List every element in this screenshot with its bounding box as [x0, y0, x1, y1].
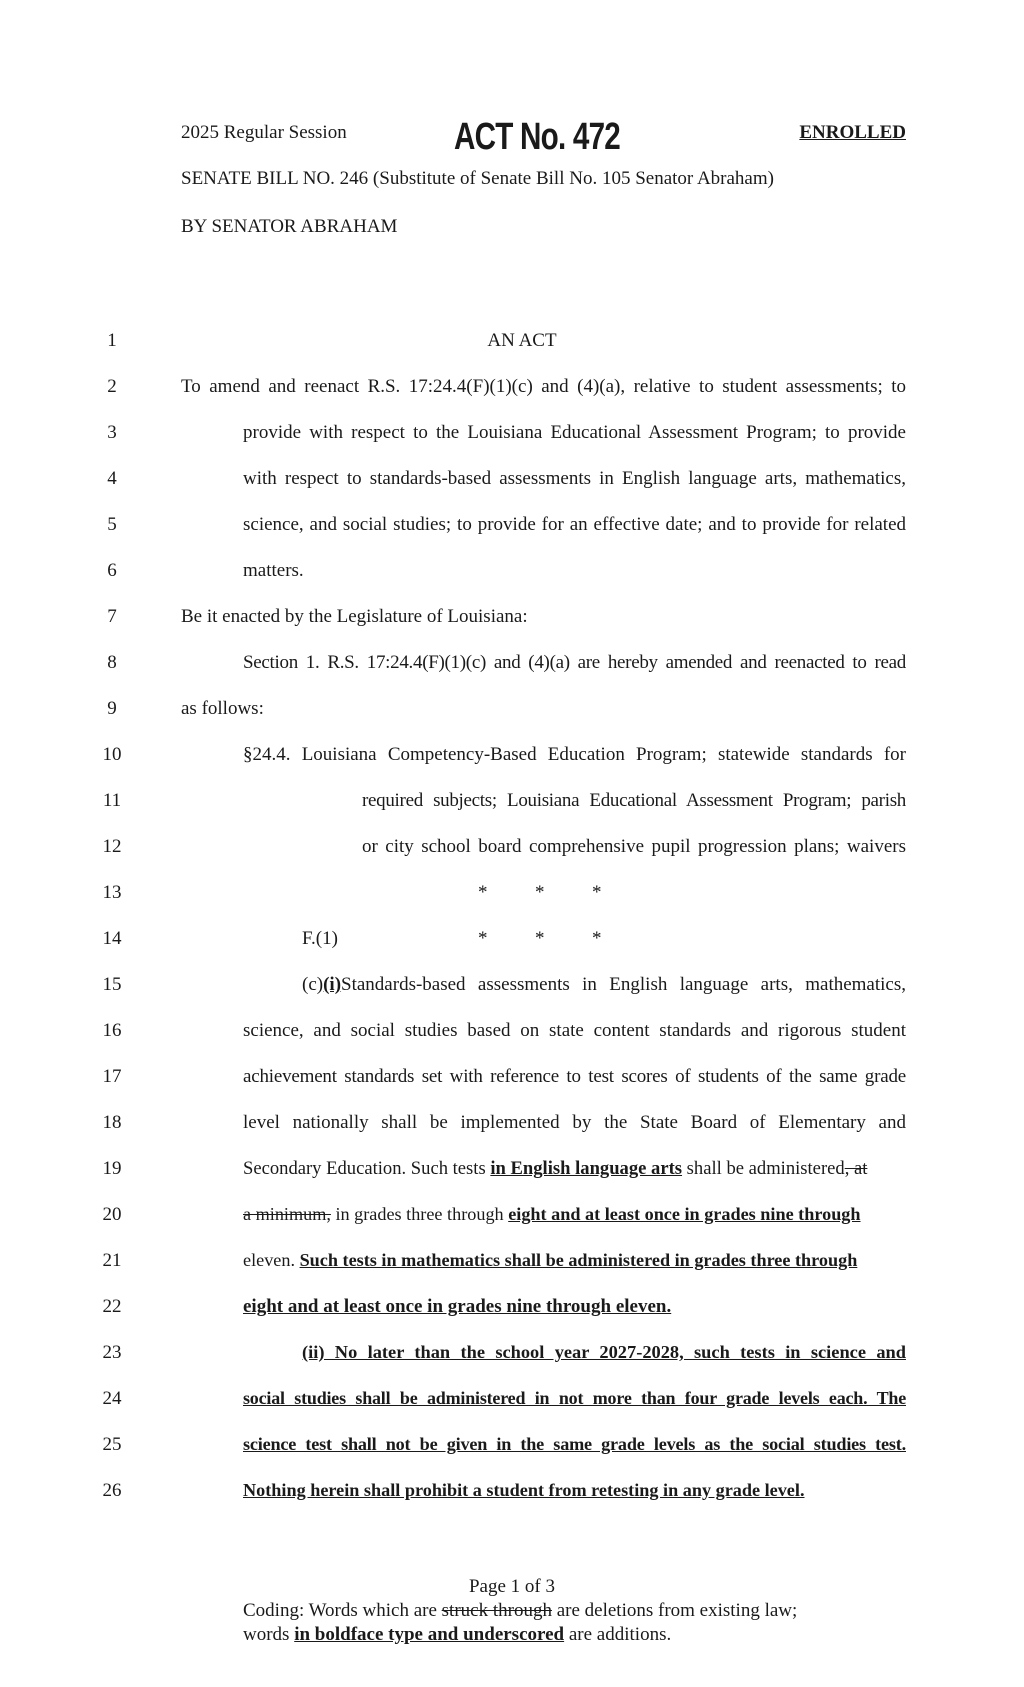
line-number: 2: [107, 376, 117, 397]
inserted-text: science test shall not be given in the same grade levels as the social studies test.: [243, 1434, 906, 1454]
line-15: [0, 974, 1024, 1004]
line-text-part: in grades three through: [330, 1204, 509, 1224]
bill-author: BY SENATOR ABRAHAM: [181, 216, 398, 237]
line-10: [0, 744, 1024, 774]
deleted-text: a minimum,: [243, 1204, 331, 1224]
line-number: 24: [102, 1388, 122, 1409]
line-text: To amend and reenact R.S. 17:24.4(F)(1)(c) and (4)(a), relative to student assessments; to: [181, 376, 906, 397]
inserted-text: social studies shall be administered in not more than four grade levels each. The: [243, 1388, 906, 1408]
coding-text: Coding: Words which are: [243, 1600, 442, 1621]
line-text-part: Secondary Education. Such tests: [243, 1158, 491, 1179]
line-2: [0, 376, 1024, 406]
line-number: 22: [102, 1296, 122, 1317]
line-text: [243, 1158, 906, 1180]
line-number: 11: [102, 790, 122, 811]
line-14: [0, 928, 1024, 958]
inserted-text: (i): [323, 974, 342, 995]
bill-number: SENATE BILL NO. 246 (Substitute of Senate Bill No. 105 Senator Abraham): [181, 168, 774, 189]
coding-struck-example: struck through: [441, 1600, 552, 1621]
enrolled-status: ENROLLED: [799, 122, 906, 143]
line-text-part: eleven.: [243, 1250, 300, 1270]
line-number: 14: [102, 928, 122, 949]
line-4: [0, 468, 1024, 498]
line-7: [0, 606, 1024, 636]
line-1: [0, 330, 1024, 360]
line-number: 10: [102, 744, 122, 765]
coding-legend-line-2: [243, 1624, 671, 1646]
line-8: [0, 652, 1024, 682]
inserted-text: eight and at least once in grades nine through eleven.: [243, 1296, 672, 1317]
line-number: 25: [102, 1434, 122, 1455]
line-number: 21: [102, 1250, 122, 1271]
line-25: [0, 1434, 1024, 1464]
line-number: 26: [102, 1480, 122, 1501]
section-heading: §24.4. Louisiana Competency-Based Education Program; statewide standards for: [243, 744, 906, 765]
coding-text: are deletions from existing law;: [551, 1600, 798, 1621]
line-20: [0, 1204, 1024, 1234]
deleted-text: , at: [844, 1158, 868, 1179]
coding-text: are additions.: [564, 1624, 672, 1645]
line-3: [0, 422, 1024, 452]
inserted-text: in English language arts: [490, 1158, 683, 1179]
inserted-text: Such tests in mathematics shall be administered in grades three through: [299, 1250, 858, 1270]
inserted-text: Nothing herein shall prohibit a student from retesting in any grade level.: [243, 1480, 805, 1500]
line-number: 19: [102, 1158, 122, 1179]
line-21: [0, 1250, 1024, 1280]
line-text: Be it enacted by the Legislature of Louisiana:: [181, 606, 528, 627]
section-heading: or city school board comprehensive pupil progression plans; waivers: [362, 836, 906, 857]
line-number: 15: [102, 974, 122, 995]
line-6: [0, 560, 1024, 590]
line-number: 7: [107, 606, 117, 627]
line-text: [302, 974, 906, 996]
line-5: [0, 514, 1024, 544]
line-number: 16: [102, 1020, 122, 1041]
line-number: 18: [102, 1112, 122, 1133]
line-text: science, and social studies; to provide for an effective date; and to provide for related: [243, 514, 906, 535]
page-number: Page 1 of 3: [468, 1576, 555, 1597]
clause-label: (c): [302, 974, 324, 995]
line-18: [0, 1112, 1024, 1142]
line-text: provide with respect to the Louisiana Educational Assessment Program; to provide: [243, 422, 906, 443]
line-text: [243, 1204, 906, 1225]
line-number: 4: [107, 468, 117, 489]
line-text: Section 1. R.S. 17:24.4(F)(1)(c) and (4)(a) are hereby amended and reenacted to read: [243, 652, 906, 673]
line-11: [0, 790, 1024, 820]
line-number: 8: [107, 652, 117, 673]
inserted-text: (ii) No later than the school year 2027-2028, such tests in science and: [302, 1342, 906, 1362]
line-text: [243, 1250, 906, 1271]
inserted-text: eight and at least once in grades nine through: [508, 1204, 861, 1224]
line-number: 6: [107, 560, 117, 581]
section-heading: required subjects; Louisiana Educational Assessment Program; parish: [362, 790, 906, 811]
line-text: matters.: [243, 560, 304, 581]
line-number: 17: [102, 1066, 122, 1087]
subsection-label: F.(1): [302, 928, 338, 949]
line-number: 13: [102, 882, 122, 903]
line-19: [0, 1158, 1024, 1188]
line-text: with respect to standards-based assessments in English language arts, mathematics,: [243, 468, 906, 489]
line-12: [0, 836, 1024, 866]
line-number: 1: [107, 330, 117, 351]
line-text: level nationally shall be implemented by the State Board of Elementary and: [243, 1112, 906, 1133]
line-text-rest: Standards-based assessments in English language arts, mathematics,: [341, 974, 906, 995]
coding-legend-line-1: [243, 1600, 797, 1622]
act-title: AN ACT: [487, 330, 557, 351]
line-number: 3: [107, 422, 117, 443]
line-text: science, and social studies based on state content standards and rigorous student: [243, 1020, 906, 1041]
line-text: achievement standards set with reference to test scores of students of the same grade: [243, 1066, 906, 1087]
coding-bold-example: in boldface type and underscored: [294, 1624, 565, 1645]
omission-stars: * * *: [478, 928, 602, 949]
line-22: [0, 1296, 1024, 1326]
line-text-part: shall be administered: [682, 1158, 845, 1179]
line-17: [0, 1066, 1024, 1096]
line-text: as follows:: [181, 698, 264, 719]
line-16: [0, 1020, 1024, 1050]
line-number: 5: [107, 514, 117, 535]
session-label: 2025 Regular Session: [181, 122, 347, 143]
line-24: [0, 1388, 1024, 1418]
act-number: ACT No. 472: [454, 116, 621, 158]
coding-text: words: [243, 1624, 295, 1645]
line-number: 9: [107, 698, 117, 719]
line-13: [0, 882, 1024, 912]
line-number: 20: [102, 1204, 122, 1225]
omission-stars: * * *: [478, 882, 602, 903]
line-26: [0, 1480, 1024, 1510]
line-9: [0, 698, 1024, 728]
line-number: 23: [102, 1342, 122, 1363]
line-number: 12: [102, 836, 122, 857]
line-23: [0, 1342, 1024, 1372]
